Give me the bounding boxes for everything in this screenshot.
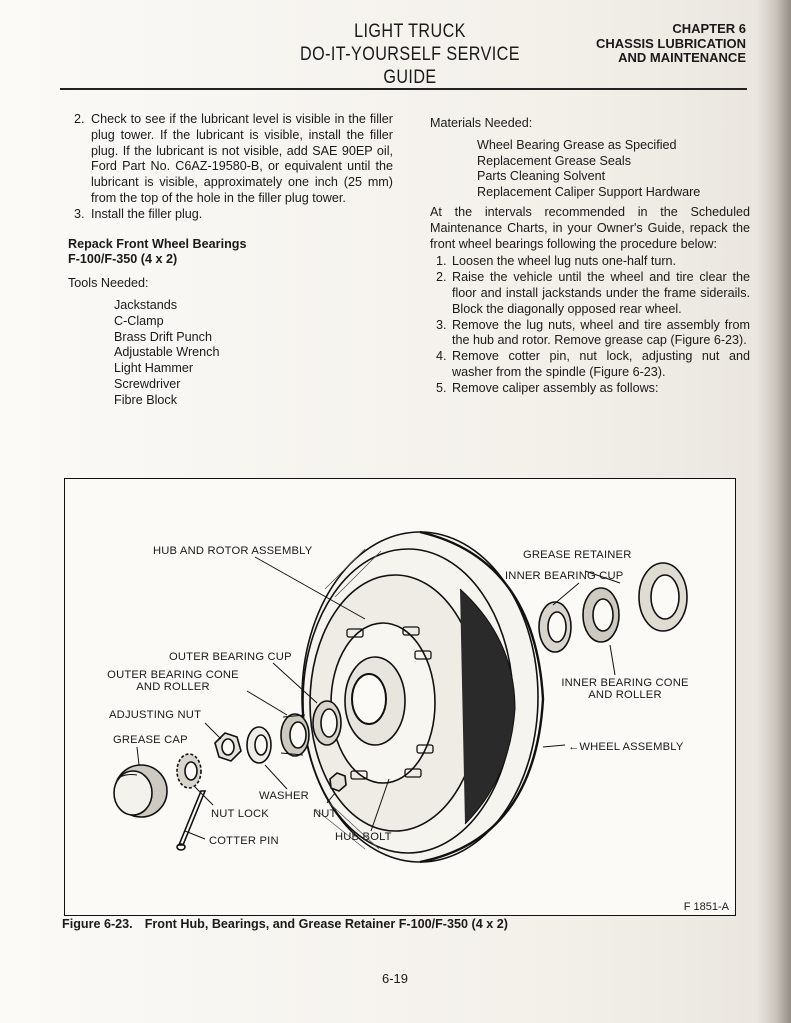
step-text: Check to see if the lubricant level is visible in the filler plug tower. If the lubricant is visible, install the filler plug. If the lubricant is not visible, add SAE 90EP oil, Ford Part No. C6AZ-19580-B, or equivalent until the lubricant is visible, approximately one inch (25 mm) from the top of the hole in the filler plug tower. [91,112,393,205]
tools-needed-label: Tools Needed: [68,276,149,291]
tools-list [114,298,393,409]
label-line: AND ROLLER [588,689,662,701]
chapter-title-line1: CHASSIS LUBRICATION [596,35,746,51]
label-grease-cap: GREASE CAP [113,734,188,746]
label-inner-bearing-cone [555,677,695,701]
procedure-steps [430,254,750,396]
book-binding-shadow [757,0,791,1023]
step-text: Remove caliper assembly as follows: [452,380,659,395]
procedure-step [430,318,750,350]
label-nut: NUT [313,808,337,820]
chapter-number: CHAPTER 6 [672,21,746,36]
label-hub-bolt: HUB BOLT [335,831,392,843]
guide-title-line1: LIGHT TRUCK [354,21,466,42]
label-line: INNER BEARING CONE [561,677,689,689]
step-2 [68,112,393,207]
figure-caption [62,917,508,931]
grease-retainer-drawing [639,563,687,631]
label-washer: WASHER [259,790,309,802]
step-number: 4. [436,349,447,364]
nut-lock-drawing [177,754,201,788]
label-adjusting-nut: ADJUSTING NUT [109,709,202,721]
washer-drawing [247,727,271,763]
header-rule [60,88,747,90]
grease-cap-drawing [114,765,167,817]
step-number: 2. [436,270,447,285]
label-cotter-pin: COTTER PIN [209,835,279,847]
guide-title [274,20,546,89]
tool-item: Light Hammer [114,361,194,376]
step-text: Remove the lug nuts, wheel and tire assembly from the hub and rotor. Remove grease cap (Figure 6-23). [452,317,750,348]
page-number: 6-19 [382,971,409,986]
tool-item: C-Clamp [114,313,164,328]
material-item: Wheel Bearing Grease as Specified [477,137,677,152]
step-3 [68,207,393,223]
tool-item: Fibre Block [114,392,177,407]
outer-bearing-cone-drawing [281,714,309,756]
step-number: 5. [436,380,447,395]
label-wheel-assembly: ←WHEEL ASSEMBLY [568,741,684,753]
label-outer-bearing-cup: OUTER BEARING CUP [169,651,292,663]
step-text: Raise the vehicle until the wheel and tire clear the floor and install jackstands under the frame siderails. Block the diagonally opposed rear wheel. [452,270,750,316]
label-nut-lock: NUT LOCK [211,808,269,820]
step-number: 3. [74,206,85,221]
inner-bearing-cup-drawing [539,602,571,652]
label-grease-retainer: GREASE RETAINER [523,549,632,561]
label-inner-bearing-cup: INNER BEARING CUP [505,570,624,582]
step-text: Loosen the wheel lug nuts one-half turn. [452,254,677,269]
chapter-title-line2: AND MAINTENANCE [618,50,746,65]
label-line: AND ROLLER [136,681,210,693]
procedure-step [430,349,750,381]
procedure-step [430,381,750,397]
label-text: WHEEL ASSEMBLY [579,741,684,753]
tool-item: Screwdriver [114,376,181,391]
left-column [68,112,393,409]
materials-needed-label: Materials Needed: [430,116,533,130]
material-item: Parts Cleaning Solvent [477,169,606,184]
guide-title-line2: DO-IT-YOURSELF SERVICE GUIDE [300,44,520,88]
figure-caption-text: Front Hub, Bearings, and Grease Retainer F-100/F-350 (4 x 2) [144,917,508,931]
step-text: Remove cotter pin, nut lock, adjusting nut and washer from the spindle (Figure 6-23). [452,349,750,379]
materials-list [477,138,750,201]
tool-item: Brass Drift Punch [114,329,212,344]
section-title-line1: Repack Front Wheel Bearings [68,236,247,251]
step-text: Install the filler plug. [91,206,203,221]
label-hub-rotor: HUB AND ROTOR ASSEMBLY [153,545,313,557]
chapter-heading [556,22,746,66]
cotter-pin-drawing [177,791,205,850]
section-title [68,237,393,269]
material-item: Replacement Grease Seals [477,153,632,168]
procedure-intro: At the intervals recommended in the Scheduled Maintenance Charts, in your Owner's Guide, repack the front wheel bearings following the procedure below: [430,204,750,251]
label-line: OUTER BEARING CONE [107,669,239,681]
figure-code: F 1851-A [683,901,729,913]
figure-number: Figure 6-23. [62,917,133,931]
material-item: Replacement Caliper Support Hardware [477,185,701,200]
outer-bearing-cup-drawing [313,701,341,745]
figure-6-23 [64,478,736,916]
step-number: 1. [436,254,447,269]
inner-bearing-cone-drawing [583,588,619,642]
procedure-step [430,254,750,270]
step-number: 2. [74,112,85,126]
step-number: 3. [436,317,447,332]
procedure-step [430,270,750,317]
label-outer-bearing-cone [103,669,243,693]
tool-item: Adjustable Wrench [114,345,220,360]
tool-item: Jackstands [114,297,177,312]
right-column [430,116,750,397]
section-title-line2: F-100/F-350 (4 x 2) [68,252,178,267]
